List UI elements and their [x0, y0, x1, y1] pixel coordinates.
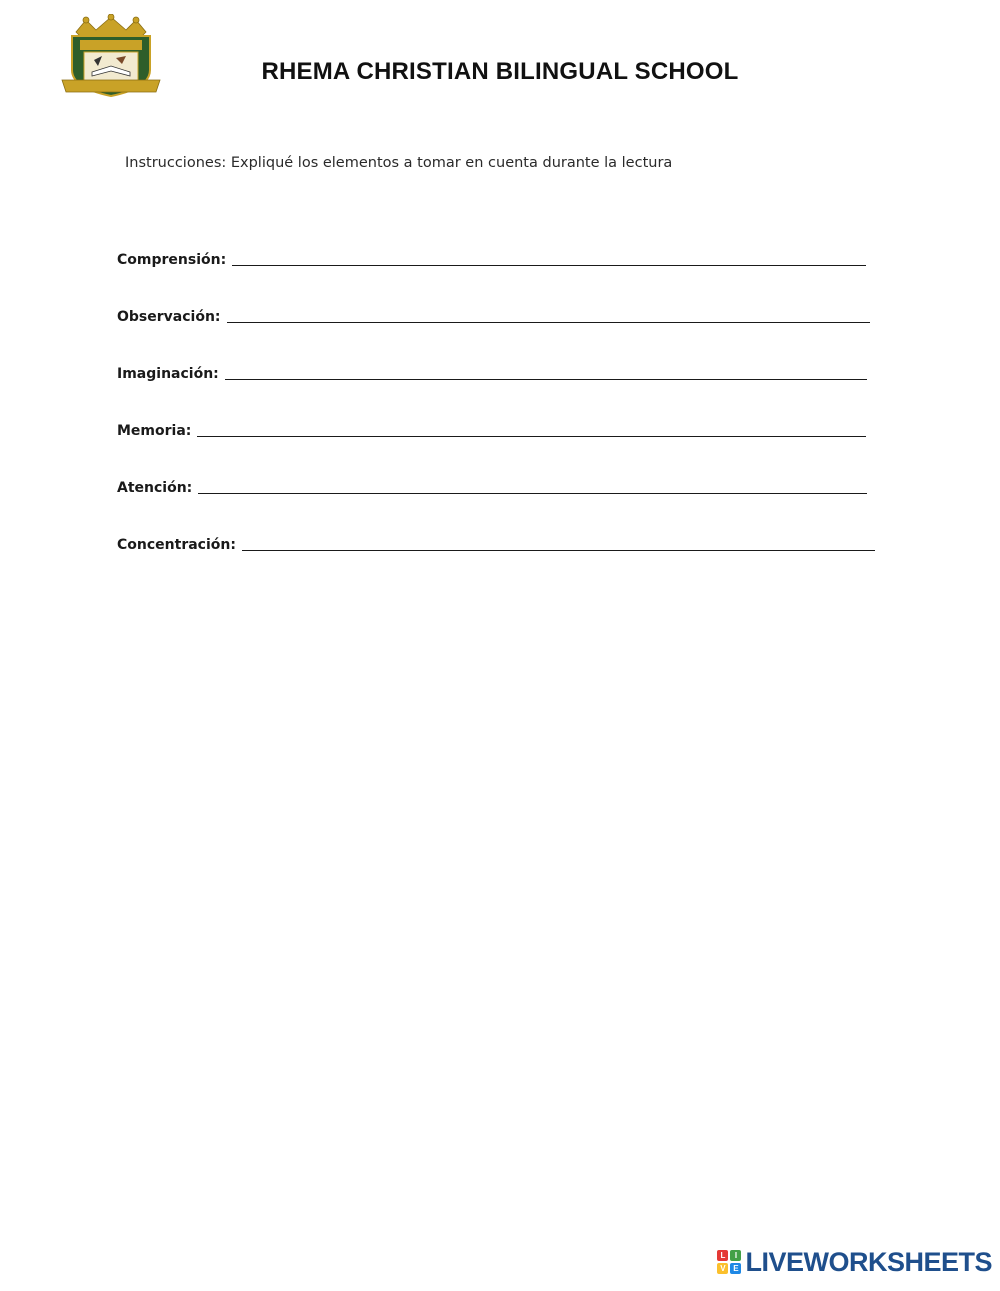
field-label: Comprensión:: [117, 252, 227, 268]
brand-letter-l: L: [717, 1250, 728, 1261]
school-title: RHEMA CHRISTIAN BILINGUAL SCHOOL: [261, 58, 739, 85]
field-label: Imaginación:: [117, 366, 219, 382]
field-row-imaginacion: [117, 327, 877, 384]
brand-letter-i: I: [730, 1250, 741, 1261]
fields-list: [117, 246, 877, 555]
liveworksheets-logo-icon: [717, 1250, 741, 1274]
liveworksheets-brand[interactable]: [717, 1247, 992, 1277]
field-label: Concentración:: [117, 537, 236, 553]
school-logo: [58, 14, 164, 100]
field-label: Atención:: [117, 480, 193, 496]
answer-line-imaginacion[interactable]: [225, 365, 867, 380]
answer-line-atencion[interactable]: [198, 479, 867, 494]
field-row-memoria: [117, 384, 877, 441]
field-label: Observación:: [117, 309, 221, 325]
brand-text: LIVEWORKSHEETS: [745, 1246, 992, 1277]
field-row-atencion: [117, 441, 877, 498]
field-label: Memoria:: [117, 423, 192, 439]
field-row-observacion: [117, 270, 877, 327]
brand-letter-e: E: [730, 1263, 741, 1274]
brand-letter-v: V: [717, 1263, 728, 1274]
field-row-comprension: [117, 246, 877, 270]
field-row-concentracion: [117, 498, 877, 555]
answer-line-comprension[interactable]: [232, 251, 866, 266]
answer-line-concentracion[interactable]: [242, 536, 875, 551]
answer-line-memoria[interactable]: [197, 422, 866, 437]
answer-line-observacion[interactable]: [227, 308, 870, 323]
instructions-text: Instrucciones: Expliqué los elementos a tomar en cuenta durante la lectura: [125, 155, 673, 171]
